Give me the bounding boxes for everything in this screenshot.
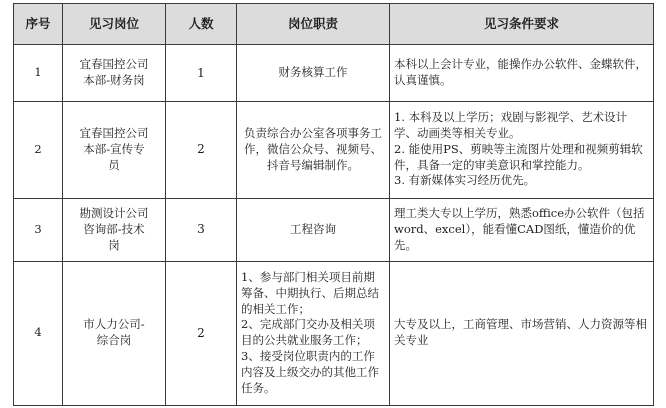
header-position: 见习岗位 bbox=[63, 4, 166, 45]
row-position bbox=[63, 45, 166, 102]
table-header-row bbox=[14, 4, 654, 45]
row-duties bbox=[237, 45, 390, 102]
duty-line: 3、接受岗位职责内的工作内容及上级交办的其他工作任务。 bbox=[241, 349, 379, 395]
duty-line: 财务核算工作 bbox=[278, 64, 348, 79]
internship-positions-table bbox=[13, 3, 654, 406]
internship-table-container bbox=[13, 3, 653, 406]
row-duties bbox=[237, 261, 390, 405]
position-line: 员 bbox=[108, 157, 120, 172]
requirement-line: 2. 能使用PS、剪映等主流图片处理和视频剪辑软件，具备一定的审美意识和掌控能力。 bbox=[394, 141, 643, 172]
duty-line: 负责综合办公室各项事务工 bbox=[244, 125, 382, 140]
position-line: 宜春国控公司 bbox=[79, 125, 149, 140]
header-count: 人数 bbox=[166, 4, 237, 45]
position-line: 宜春国控公司 bbox=[79, 57, 149, 71]
duty-line: 工程咨询 bbox=[290, 221, 336, 236]
duty-line: 作，微信公众号、视频号、 bbox=[244, 141, 382, 156]
row-index: 2 bbox=[14, 101, 63, 198]
position-line: 咨询部-技术 bbox=[83, 221, 145, 236]
table-row bbox=[14, 261, 654, 405]
duty-line: 抖音号编辑制作。 bbox=[267, 157, 359, 172]
requirement-line: 本科以上会计专业，能操作办公软件、金蝶软件，认真谨慎。 bbox=[394, 57, 647, 87]
requirement-line: 1. 本科及以上学历；戏剧与影视学、艺术设计学、动画类等相关专业。 bbox=[394, 110, 628, 140]
row-count: 1 bbox=[166, 45, 237, 102]
row-index: 3 bbox=[14, 198, 63, 261]
row-requirements bbox=[390, 101, 654, 198]
requirement-line: 3. 有新媒体实习经历优先。 bbox=[394, 173, 536, 188]
row-position bbox=[63, 261, 166, 405]
position-line: 综合岗 bbox=[96, 333, 132, 348]
position-line: 本部-宣传专 bbox=[83, 141, 145, 156]
requirement-line: 大专及以上，工商管理、市场营销、人力资源等相关专业 bbox=[394, 317, 647, 348]
header-index: 序号 bbox=[14, 4, 63, 45]
requirement-line: 理工类大专以上学历，熟悉office办公软件（包括word、excel），能看懂CAD图纸，懂造价的优先。 bbox=[394, 205, 645, 252]
row-count: 2 bbox=[166, 101, 237, 198]
row-position bbox=[63, 101, 166, 198]
position-line: 勘测设计公司 bbox=[79, 205, 149, 220]
header-requirements: 见习条件要求 bbox=[390, 4, 654, 45]
row-duties bbox=[237, 198, 390, 261]
table-row bbox=[14, 101, 654, 198]
row-index: 4 bbox=[14, 261, 63, 405]
row-count: 2 bbox=[166, 261, 237, 405]
duty-line: 2、完成部门交办及相关项目的公共就业服务工作； bbox=[241, 317, 375, 348]
position-line: 本部-财务岗 bbox=[83, 72, 145, 87]
table-row bbox=[14, 198, 654, 261]
table-row bbox=[14, 45, 654, 102]
row-requirements bbox=[390, 45, 654, 102]
row-position bbox=[63, 198, 166, 261]
header-duties: 岗位职责 bbox=[237, 4, 390, 45]
row-requirements bbox=[390, 198, 654, 261]
position-line: 市人力公司- bbox=[83, 317, 145, 332]
row-requirements bbox=[390, 261, 654, 405]
duty-line: 1、参与部门相关项目前期筹备、中期执行、后期总结的相关工作； bbox=[241, 269, 379, 316]
row-index: 1 bbox=[14, 45, 63, 102]
row-duties bbox=[237, 101, 390, 198]
row-count: 3 bbox=[166, 198, 237, 261]
position-line: 岗 bbox=[108, 237, 120, 252]
